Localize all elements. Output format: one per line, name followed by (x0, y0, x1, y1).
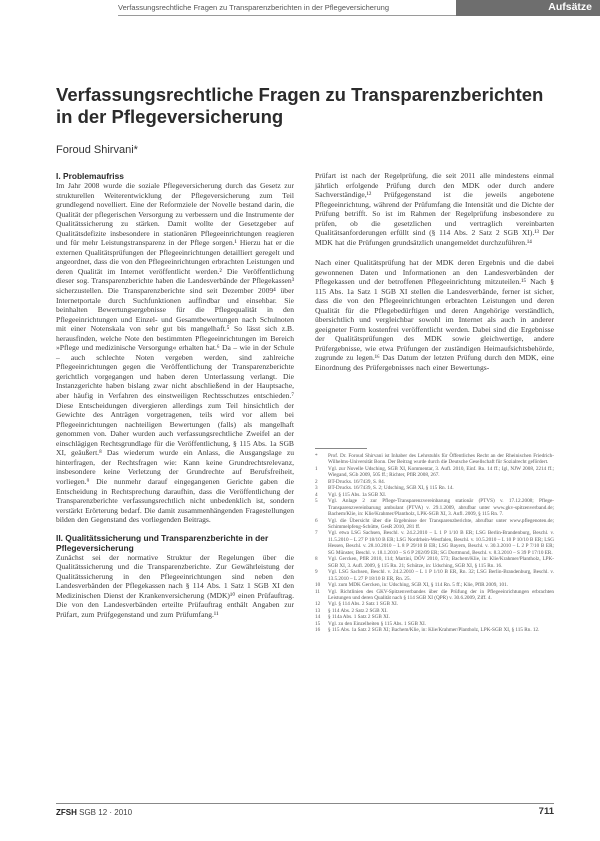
footnote-text: BT-Drucks. 16/7439, S. 84. (328, 478, 386, 485)
footnote-item (315, 518, 554, 531)
section-label: Aufsätze (548, 1, 592, 13)
footnote-text: Vgl. zu den Einzelheiten § 115 Abs. 1 SGB XI. (328, 620, 427, 627)
left-column (56, 171, 294, 620)
footnote-item (315, 589, 554, 602)
footnote-item (315, 556, 554, 569)
footnote-text: BT-Drucks. 16/7439, S. 2; Udsching, SGB XI, § 115 Rn. 14. (328, 485, 454, 492)
footnote-text: Vgl. die Übersicht über die Ergebnisse der Transparenzberichte, abrufbar unter www.pflegenoten.de; Schimmelpfeng-Schütte, GesR 2010, 281 ff. (328, 517, 554, 530)
footnote-number: 7 (315, 530, 318, 537)
footnote-text: Prof. Dr. Foroud Shirvani ist Inhaber des Lehrstuhls für Öffentliches Recht an der Rheinischen Friedrich-Wilhelms-Universität Bonn. Der Beitrag wurde durch die Deutsche Gesellschaft für Sozialrecht gefördert. (328, 453, 554, 466)
footnote-number: 13 (315, 607, 321, 614)
footnote-item (315, 498, 554, 517)
footnote-text: Vgl. zur Novelle Udsching, SGB XI, Kommentar, 3. Aufl. 2010, Einf. Rn. 14 ff.; Igl, NJW 2008, 2214 ff.; Wiegand, SGb 2009, 505 ff.; Richter, PflR 2008, 267. (328, 465, 554, 479)
section-tab (456, 0, 600, 16)
footnote-number: 2 (315, 478, 318, 485)
body-paragraph: Im Jahr 2008 wurde die soziale Pflegeversicherung durch das Gesetz zur strukturellen Weiterentwicklung der Pflegeversicherung zum Teil grundlegend novelliert. Eine der Reformziele der Novelle bestand darin, die Qualität der pflegerischen Versorgung zu verbessern und die Instrumente der Qualitätssicherung zu stärken. Damit wollte der Gesetzgeber auf Qualitätsdefizite insbesondere in stationären Pflegeeinrichtungen reagieren und für mehr Leistungstransparenz in der Pflege sorgen.¹ Hierzu hat er die externen Qualitätsprüfungen der Pflegeeinrichtungen detailliert geregelt und angeordnet, dass die von den Pflegeeinrichtungen erbrachten Leistungen und deren Qualität im Internet veröffentlicht werden.² Die Veröffentlichung dieser sog. Transparenzberichte haben die Landesverbände der Pflegekassen³ sicherzustellen. Die Transparenzberichte sind seit Dezember 2009⁴ über Internetportale durch Suchfunktionen auffindbar und einsehbar. Sie beinhalten Bewertungsergebnisse für die Pflegequalität in den Pflegeeinrichtungen und Einzel- und Gesamtbewertungen nach Schulnoten mit einer Notenskala von sehr gut bis mangelhaft.⁵ So lässt sich z.B. herausfinden, welche Note den bestimmten Pflegeeinrichtungen im Bereich »Pflege und medizinische Versorgung« erhalten hat.⁶ Da – wie in der Schule – auch schlechte Noten vergeben werden, sind zahlreiche Pflegeeinrichtungen gegen die Veröffentlichung der Transparenzberichte gerichtlich vorgegangen und haben deren Unterlassung verlangt. Die Instanzgerichte haben bislang zwar nicht abschließend in der Hauptsache, aber häufig in Verfahren des einstweiligen Rechtsschutzes entschieden.⁷ Diese Entscheidungen divergieren allerdings zum Teil hinsichtlich der Gewichte des Anträgen vorgetragenen, teils wird vor allem bei Pflegeeinrichtungen nachteiligen Bewertungen (falls) als mangelhaft genommen von. Daher wurden auch verfassungsrechtliche Zweifel an der einschlägigen Rechtsgrundlage für die Veröffentlichung, § 115 Abs. 1a SGB XI, geäußert.⁸ Das wiederum wurde ein Anlass, die Ausgangslage zu hinterfragen, der Rechtsfragen wie: Kann keine Grundrechtsrelevanz, insbesondere keine Verletzung der Grundrechte auf Berufsfreiheit, vorliegen.⁹ Die nunmehr darauf eingegangenen Gerichte gaben die Entscheidung in Rechtsprechung daraufhin, dass die Veröffentlichung der Transparenzberichte verfassungsrechtlich nicht unbedenklich ist, sondern verstärkt Erörterung bedarf. Die damit zusammenhängenden Fragestellungen bilden den Gegenstand des vorliegenden Beitrags. (56, 181, 294, 525)
footnote-number: 12 (315, 601, 321, 608)
footnote-text: Vgl. Gercken, PflR 2010, 114; Martini, DÖV 2010, 573; Bachem/Klie, in: Klie/Krahmer/Plantholz, LPK-SGB XI, 3. Aufl. 2009, § 115 Rn. 21; Schütze, in: Udsching, SGB XI, § 115 Rn. 16. (328, 556, 554, 569)
author-name: Foroud Shirvani* (56, 144, 138, 156)
footnotes (315, 453, 554, 634)
footnote-text: § 114 Abs. 2 Satz 2 SGB XI. (328, 607, 388, 614)
journal-name: ZFSH (56, 808, 77, 817)
footnote-divider (315, 448, 367, 449)
article-title: Verfassungsrechtliche Fragen zu Transparenzberichten in der Pflegeversicherung (56, 84, 544, 127)
footnote-item (315, 530, 554, 556)
footnote-text: Vgl. § 115 Abs. 1a SGB XI. (328, 491, 387, 498)
footnote-number: 8 (315, 556, 318, 563)
section-heading-1: I. Problemaufriss (56, 171, 124, 181)
footnote-item (315, 466, 554, 479)
footnote-number: 9 (315, 569, 318, 576)
journal-issue: SGB 12 · 2010 (79, 808, 133, 817)
footnote-number: 16 (315, 627, 321, 634)
right-column-top (315, 171, 554, 247)
footnote-number: 6 (315, 517, 318, 524)
footnote-number: 10 (315, 582, 321, 589)
section-heading-2: II. Qualitätssicherung und Transparenzberichte in der Pflegeversicherung (56, 532, 269, 553)
footnote-number: 11 (315, 588, 320, 595)
footnote-text: Vgl. LSG Sachsen, Beschl. v. 24.2.2010 – L 1 P 1/10 B ER, Rn. 32; LSG Berlin-Brandenburg, Beschl. v. 13.5.2010 – L 27 P 18/10 B ER, Rn. 25. (328, 569, 554, 582)
footnote-number: 3 (315, 485, 318, 492)
footnote-number: * (315, 453, 318, 459)
footnote-text: Vgl. Richtlinien des GKV-Spitzenverbandes über die Prüfung der in Pflegeeinrichtungen erbrachten Leistungen und deren Qualität nach § 114 SGB XI (QPR) v. 30.6.2009, Ziff. 4. (328, 588, 554, 601)
footnote-number: 14 (315, 614, 321, 621)
footnote-number: 4 (315, 491, 318, 498)
footnote-item (315, 627, 554, 633)
running-head: Verfassungsrechtliche Fragen zu Transparenzberichten in der Pflegeversicherung (118, 3, 456, 16)
body-paragraph: Zunächst sei der normative Struktur der Regelungen über die Qualitätssicherung und die Transparenzberichte. Zur Gewährleistung der Qualitätssicherung in den Pflegeeinrichtungen sind neben den Landesverbänden der Pflegekassen nach § 114 Abs. 1 Satz 1 SGB XI den Medizinischen Dienst der Krankenversicherung (MDK)¹⁰ einen Prüfauftrag. Die von den Landesverbänden erteilte Prüfauftrag enthält Angaben zur Prüfart, zum Prüfgegenstand und zum Prüfumfang.¹¹ (56, 552, 294, 619)
body-paragraph: Nach einer Qualitätsprüfung hat der MDK deren Ergebnis und die dabei gewonnenen Daten und Informationen an den Landesverbänden der Pflegekassen und der betroffenen Pflegeeinrichtung mitzuteilen.¹⁵ Nach § 115 Abs. 1a Satz 1 SGB XI stellen die Landesverbände, ferner ist sicher, dass die von den Pflegeeinrichtungen erbrachten Leistungen und deren Qualität für die Pflegebedürftigen und deren Angehörige verständlich, übersichtlich und vergleichbar sowohl im Internet als auch in anderer geeigneter Form kostenfrei veröffentlicht werden. Dabei sind die Ergebnisse der Qualitätsprüfungen des MDK sowie gleichwertige, andere Prüfergebnisse, wie etwa Prüfungen der zuständigen Heimaufsichtsbehörde, zugrunde zu legen.¹⁶ Das Datum der letzten Prüfung durch den MDK, eine Einordnung des Prüfergebnisses nach einer Bewertungs- (315, 258, 554, 373)
footnote-text: Vgl. etwa LSG Sachsen, Beschl. v. 24.2.2010 – L 1 P 1/10 B ER; LSG Berlin-Brandenburg, Beschl. v. 11.5.2010 – L 27 P 18/10 B ER; LSG Nordrhein-Westfalen, Beschl. v. 10.5.2010 – L 10 P 10/10 B ER; LSG Hessen, Beschl. v. 28.10.2010 – L 8 P 29/10 B ER; LSG Bayern, Beschl. v. 30.3.2010 – L 2 P 7/10 B ER; SG Münster, Beschl. v. 18.1.2010 – S 6 P 202/09 ER; SG Dortmund, Beschl. v. 8.3.2010 – S 39 P 17/10 ER. (328, 530, 554, 556)
body-paragraph: Prüfart ist nach der Regelprüfung, die seit 2011 alle mindestens einmal jährlich erfolgende Prüfung durch den MDK oder durch andere Sachverständige,¹² Prüfgegenstand ist die jeweils angebotene Pflegeeinrichtung, während der Prüfumfang die Intensität und die Dichte der Prüfung betrifft. So ist im Rahmen der Regelprüfung insbesondere zu prüfen, ob die gesetzlichen und vertraglich vereinbarten Qualitätsanforderungen erfüllt sind (§ 114 Abs. 2 Satz 2 SGB XI).¹³ Der MDK hat die Prüfungen grundsätzlich unangemeldet durchzuführen.¹⁴ (315, 171, 554, 247)
page-number: 711 (538, 806, 554, 817)
footnote-text: Vgl. zum MDK Gercken, in: Udsching, SGB XI, § 114 Rn. 5 ff.; Klie, PflR 2009, 101. (328, 582, 508, 589)
footnote-text: Vgl. Anlage 2 zur Pflege-Transparenzvereinbarung stationär (PTVS) v. 17.12.2008; Pflege-Transparenzvereinbarung ambulant (PTVA) v. 29.1.2009, abrufbar unter www.gkv-spitzenverband.de; Bachem/Klie, in: Klie/Krahmer/Plantholz, LPK-SGB XI, 3. Aufl. 2009, § 115 Rn. 7. (328, 498, 554, 518)
footnote-text: § 115 Abs. 1a Satz 2 SGB XI; Bachem/Klie, in: Klie/Krahmer/Plantholz, LPK-SGB XI, § 115 Rn. 12. (328, 627, 540, 634)
footnote-text: § 114a Abs. 1 Satz 2 SGB XI. (328, 614, 390, 621)
footnote-item (315, 453, 554, 466)
right-column-middle (315, 258, 554, 373)
journal-footer (56, 808, 132, 817)
footnote-item (315, 569, 554, 582)
footnote-text: Vgl. § 114 Abs. 2 Satz 1 SGB XI. (328, 601, 398, 608)
footnote-number: 5 (315, 498, 318, 505)
footnote-number: 15 (315, 620, 321, 627)
footer-divider (56, 803, 554, 804)
footnote-number: 1 (315, 465, 318, 472)
